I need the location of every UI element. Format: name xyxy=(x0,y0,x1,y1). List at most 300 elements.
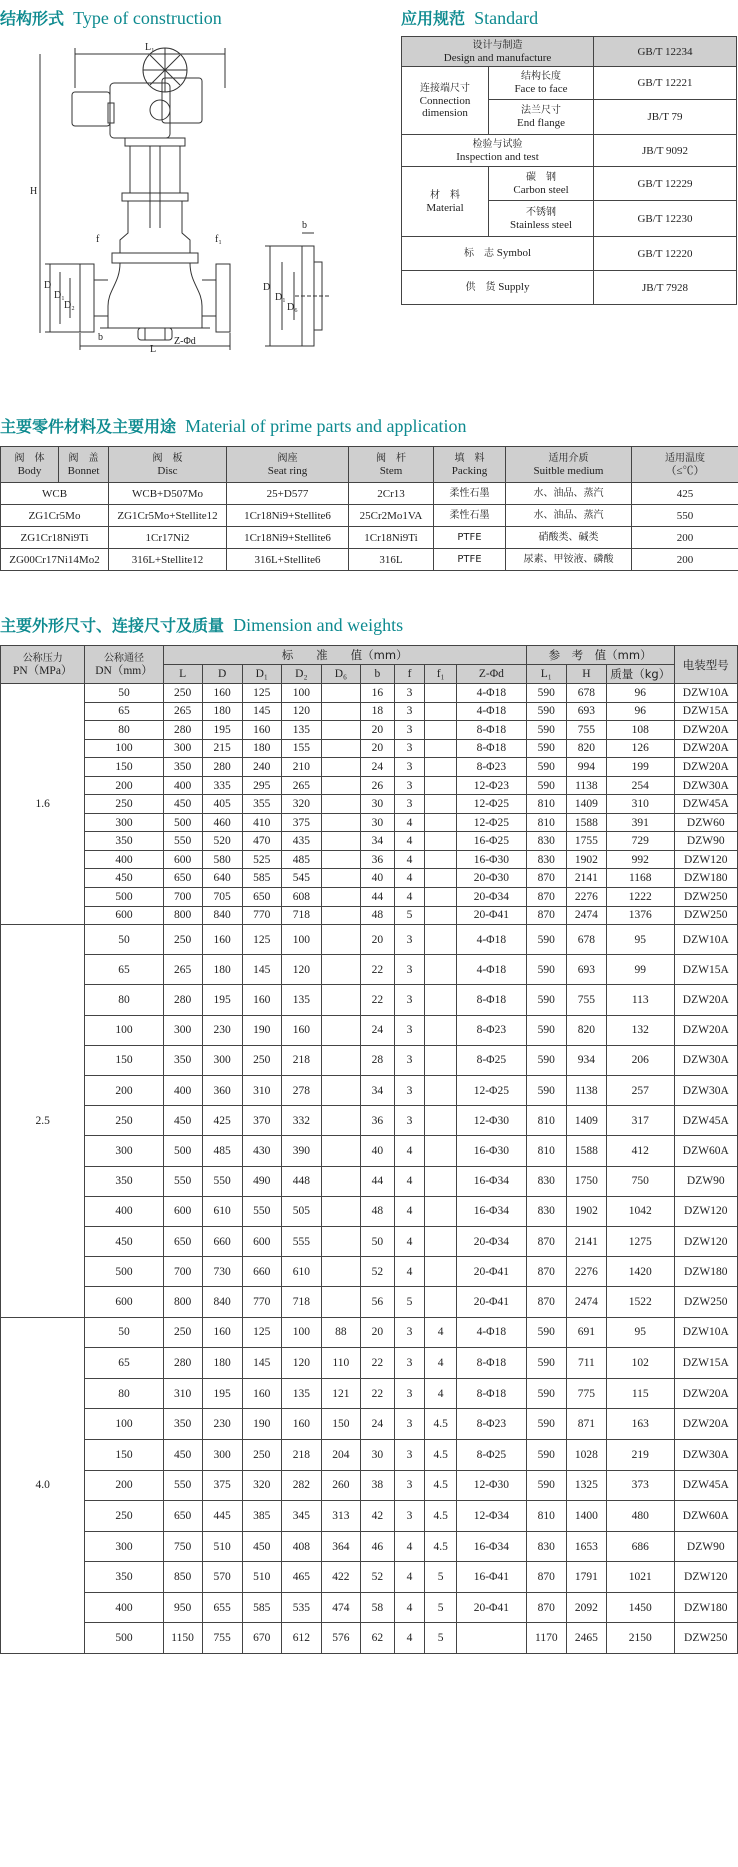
dim-cell: 590 xyxy=(526,1317,566,1348)
dim-cell: 2276 xyxy=(566,888,606,907)
dim-cell: 12-Φ25 xyxy=(456,795,526,814)
dim-cell: DZW250 xyxy=(674,888,737,907)
materials-title: 主要零件材料及主要用途 Material of prime parts and application xyxy=(0,416,467,436)
dim-cell: 870 xyxy=(526,906,566,925)
dim-cell: 135 xyxy=(281,1378,321,1409)
dim-cell: 20-Φ41 xyxy=(456,1592,526,1623)
dim-cell: 250 xyxy=(242,1045,281,1075)
dim-cell: 135 xyxy=(281,985,321,1015)
dim-cell: 992 xyxy=(606,850,674,869)
dim-cell xyxy=(321,1196,360,1226)
dim-cell: 120 xyxy=(281,955,321,985)
dim-cell: 4.5 xyxy=(425,1501,457,1532)
dim-cell: 410 xyxy=(242,813,281,832)
dim-cell xyxy=(321,739,360,758)
dim-cell: 590 xyxy=(526,1439,566,1470)
dim-cell: 332 xyxy=(281,1106,321,1136)
dim-cell: 3 xyxy=(394,1015,425,1045)
dim-cell: 16-Φ34 xyxy=(456,1531,526,1562)
dim-cell: 80 xyxy=(85,1378,163,1409)
dim-cell: 650 xyxy=(163,1226,202,1256)
dim-cell: 145 xyxy=(242,1348,281,1379)
dim-cell: 40 xyxy=(360,1136,394,1166)
dim-cell xyxy=(321,758,360,777)
dim-cell: 445 xyxy=(202,1501,242,1532)
dim-cell: 686 xyxy=(606,1531,674,1562)
dim-cell: 390 xyxy=(281,1136,321,1166)
dim-cell: 200 xyxy=(85,1470,163,1501)
dim-cell xyxy=(425,684,457,703)
dim-row xyxy=(1,1015,738,1045)
dim-cell: 525 xyxy=(242,850,281,869)
dim-cell: 4 xyxy=(394,888,425,907)
dim-cell: DZW90 xyxy=(674,1166,737,1196)
materials-cell-stem: 316L xyxy=(349,549,434,571)
dim-cell: 65 xyxy=(85,1348,163,1379)
dim-cell: 600 xyxy=(85,1287,163,1317)
dim-cell: 3 xyxy=(394,721,425,740)
dim-cell xyxy=(321,1045,360,1075)
dim-cell: 160 xyxy=(202,684,242,703)
valve-diagram xyxy=(0,28,395,358)
dim-cell xyxy=(456,1623,526,1654)
dim-cell: 3 xyxy=(394,795,425,814)
materials-row xyxy=(1,505,738,527)
dim-cell: 3 xyxy=(394,1045,425,1075)
dim-cell: 391 xyxy=(606,813,674,832)
materials-cell-body: WCB xyxy=(1,483,109,505)
dim-cell: 40 xyxy=(360,869,394,888)
dim-cell: 280 xyxy=(163,1348,202,1379)
dim-cell: 3 xyxy=(394,1378,425,1409)
dim-cell: 160 xyxy=(242,721,281,740)
dim-cell: 240 xyxy=(242,758,281,777)
dim-cell: 485 xyxy=(202,1136,242,1166)
dim-cell: 3 xyxy=(394,702,425,721)
dim-cell: 610 xyxy=(281,1257,321,1287)
dim-cell: 100 xyxy=(85,1015,163,1045)
materials-table xyxy=(0,446,738,571)
dim-row xyxy=(1,813,738,832)
dim-row xyxy=(1,906,738,925)
dim-cell xyxy=(425,985,457,1015)
dim-cell: 22 xyxy=(360,985,394,1015)
dim-cell: 120 xyxy=(281,1348,321,1379)
dim-col-header: D₂ xyxy=(281,665,321,684)
dim-cell: 20 xyxy=(360,721,394,740)
dim-cell: 16-Φ30 xyxy=(456,1136,526,1166)
dim-row xyxy=(1,1196,738,1226)
dim-cell: DZW120 xyxy=(674,850,737,869)
std-row-face: 连接端尺寸 Connection dimension 结构长度 Face to face GB/T 12221 xyxy=(402,67,737,100)
dim-cell: 4.5 xyxy=(425,1531,457,1562)
dim-cell xyxy=(321,869,360,888)
dim-cell xyxy=(425,758,457,777)
dim-cell: 160 xyxy=(242,985,281,1015)
dim-cell: 36 xyxy=(360,850,394,869)
dim-cell: 18 xyxy=(360,702,394,721)
dim-row xyxy=(1,1317,738,1348)
dim-cell: DZW180 xyxy=(674,869,737,888)
label-d6-side: D₆ xyxy=(287,302,298,313)
dim-cell: 5 xyxy=(425,1592,457,1623)
materials-header-row: 阀 体 Body 阀 盖 Bonnet 阀 板 Disc 阀座 Seat ring 阀 杆 Stem 填 料 Packing 适用介质 Suitble medium 适用温度 （≤℃） xyxy=(1,447,738,483)
dim-cell: 580 xyxy=(202,850,242,869)
dim-cell: 16-Φ41 xyxy=(456,1562,526,1593)
materials-cell-packing: PTFE xyxy=(434,527,506,549)
dim-cell: 65 xyxy=(85,702,163,721)
dim-cell: DZW20A xyxy=(674,739,737,758)
materials-cell-stem: 1Cr18Ni9Ti xyxy=(349,527,434,549)
dim-col-header: D₆ xyxy=(321,665,360,684)
label-l1: L₁ xyxy=(145,42,155,53)
dim-cell: 870 xyxy=(526,1257,566,1287)
dim-cell: 1522 xyxy=(606,1287,674,1317)
dim-cell: 1902 xyxy=(566,1196,606,1226)
dim-cell: 1400 xyxy=(566,1501,606,1532)
dim-cell xyxy=(321,1226,360,1256)
dim-cell: 125 xyxy=(242,925,281,955)
dim-cell: 310 xyxy=(242,1076,281,1106)
dim-cell: DZW30A xyxy=(674,1439,737,1470)
dim-cell: 65 xyxy=(85,955,163,985)
dim-cell xyxy=(321,1076,360,1106)
materials-cell-disc: 1Cr17Ni2 xyxy=(109,527,227,549)
dim-cell: 30 xyxy=(360,795,394,814)
dim-cell: 195 xyxy=(202,1378,242,1409)
dim-cell: 600 xyxy=(242,1226,281,1256)
dim-cell: 320 xyxy=(242,1470,281,1501)
dim-cell: 1450 xyxy=(606,1592,674,1623)
dim-cell: 121 xyxy=(321,1378,360,1409)
dim-cell: 5 xyxy=(394,906,425,925)
dim-cell xyxy=(425,1196,457,1226)
dim-cell: 4 xyxy=(394,1562,425,1593)
dim-cell: 555 xyxy=(281,1226,321,1256)
dim-cell: 850 xyxy=(163,1562,202,1593)
label-zd: Z-Φd xyxy=(174,336,196,347)
dim-cell: 1755 xyxy=(566,832,606,851)
dim-cell: 58 xyxy=(360,1592,394,1623)
dim-cell: 1588 xyxy=(566,813,606,832)
dim-cell: 870 xyxy=(526,1562,566,1593)
materials-cell-temp: 200 xyxy=(632,527,738,549)
dim-cell: 700 xyxy=(163,888,202,907)
materials-cell-medium: 水、油品、蒸汽 xyxy=(506,505,632,527)
dim-cell: 770 xyxy=(242,906,281,925)
dim-col-header: 质量（kg） xyxy=(606,665,674,684)
dim-cell: 34 xyxy=(360,832,394,851)
dim-cell: 1420 xyxy=(606,1257,674,1287)
materials-cell-packing: PTFE xyxy=(434,549,506,571)
dim-row xyxy=(1,739,738,758)
dim-cell: 4 xyxy=(394,850,425,869)
dim-cell: 405 xyxy=(202,795,242,814)
dim-cell: 3 xyxy=(394,1501,425,1532)
dim-row xyxy=(1,1592,738,1623)
dim-cell: 20 xyxy=(360,739,394,758)
dim-cell: 934 xyxy=(566,1045,606,1075)
dim-cell: 505 xyxy=(281,1196,321,1226)
dim-col-header: L₁ xyxy=(526,665,566,684)
dim-cell: DZW250 xyxy=(674,906,737,925)
dim-cell: DZW20A xyxy=(674,1409,737,1440)
dim-cell: 20 xyxy=(360,1317,394,1348)
dim-header-row-1: 公称压力 PN（MPa） 公称通径 DN（mm） 标 准 值（mm） 参 考 值（mm） 电装型号 xyxy=(1,646,738,665)
dim-cell: 590 xyxy=(526,1076,566,1106)
dim-cell: DZW10A xyxy=(674,684,737,703)
dim-cell: 1409 xyxy=(566,1106,606,1136)
materials-cell-disc: ZG1Cr5Mo+Stellite12 xyxy=(109,505,227,527)
dim-cell: 4 xyxy=(394,1226,425,1256)
dim-cell: 8-Φ25 xyxy=(456,1045,526,1075)
dim-cell: 750 xyxy=(606,1166,674,1196)
dim-cell: 300 xyxy=(85,1136,163,1166)
materials-cell-body: ZG1Cr18Ni9Ti xyxy=(1,527,109,549)
dim-cell: 370 xyxy=(242,1106,281,1136)
dim-cell xyxy=(321,1287,360,1317)
dim-cell: 435 xyxy=(281,832,321,851)
dim-cell: 590 xyxy=(526,985,566,1015)
dim-cell: 163 xyxy=(606,1409,674,1440)
dim-cell: 5 xyxy=(394,1287,425,1317)
dim-cell: 250 xyxy=(85,1501,163,1532)
dim-cell: DZW15A xyxy=(674,955,737,985)
dim-cell: DZW60A xyxy=(674,1501,737,1532)
dim-cell: 20-Φ41 xyxy=(456,1287,526,1317)
dim-cell: 210 xyxy=(281,758,321,777)
dim-cell: 22 xyxy=(360,1378,394,1409)
dim-cell: 350 xyxy=(85,832,163,851)
dim-cell: 590 xyxy=(526,776,566,795)
dim-cell: 870 xyxy=(526,888,566,907)
dim-cell: 660 xyxy=(242,1257,281,1287)
label-h: H xyxy=(30,186,38,197)
dim-cell: 810 xyxy=(526,1136,566,1166)
dim-cell: 590 xyxy=(526,702,566,721)
dim-row xyxy=(1,1409,738,1440)
std-row-symbol: 标 志 Symbol GB/T 12220 xyxy=(402,237,737,271)
dim-cell xyxy=(425,1076,457,1106)
dim-col-header: L xyxy=(163,665,202,684)
dim-cell: 4.5 xyxy=(425,1470,457,1501)
dim-cell: 200 xyxy=(85,1076,163,1106)
dim-cell: 830 xyxy=(526,1166,566,1196)
dim-cell: 200 xyxy=(85,776,163,795)
materials-cell-seat: 1Cr18Ni9+Stellite6 xyxy=(227,505,349,527)
label-d: D xyxy=(44,280,52,291)
std-row-flange: 法兰尺寸 End flange JB/T 79 xyxy=(402,100,737,135)
dim-cell: 280 xyxy=(202,758,242,777)
dim-cell: 871 xyxy=(566,1409,606,1440)
dim-cell: 3 xyxy=(394,684,425,703)
dim-cell: 373 xyxy=(606,1470,674,1501)
dim-cell: 280 xyxy=(163,985,202,1015)
dim-cell: 30 xyxy=(360,813,394,832)
dim-cell: 3 xyxy=(394,1106,425,1136)
dim-cell: 460 xyxy=(202,813,242,832)
dim-cell: 655 xyxy=(202,1592,242,1623)
materials-body xyxy=(1,483,738,571)
dim-cell: 820 xyxy=(566,739,606,758)
dim-col-header: Z-Φd xyxy=(456,665,526,684)
dim-row xyxy=(1,1470,738,1501)
dim-cell: 870 xyxy=(526,1226,566,1256)
dim-cell: 775 xyxy=(566,1378,606,1409)
dim-cell: 180 xyxy=(202,702,242,721)
dim-cell: 590 xyxy=(526,955,566,985)
dim-cell: 400 xyxy=(85,1592,163,1623)
dim-row xyxy=(1,925,738,955)
dim-cell: 840 xyxy=(202,906,242,925)
dim-cell: 150 xyxy=(321,1409,360,1440)
dim-cell: 1138 xyxy=(566,1076,606,1106)
dim-cell: 755 xyxy=(566,721,606,740)
dim-cell: 46 xyxy=(360,1531,394,1562)
dim-cell: 500 xyxy=(163,1136,202,1166)
dim-cell: DZW45A xyxy=(674,1470,737,1501)
dim-cell: 870 xyxy=(526,869,566,888)
dim-cell: 1902 xyxy=(566,850,606,869)
dim-cell: 4 xyxy=(394,869,425,888)
dim-cell: 99 xyxy=(606,955,674,985)
dim-cell: 150 xyxy=(85,758,163,777)
dim-cell: 100 xyxy=(281,925,321,955)
dim-cell: 600 xyxy=(163,850,202,869)
dim-cell: 190 xyxy=(242,1409,281,1440)
dim-cell: 125 xyxy=(242,1317,281,1348)
dim-cell: 160 xyxy=(281,1015,321,1045)
dim-cell: 450 xyxy=(163,795,202,814)
dim-cell: 2150 xyxy=(606,1623,674,1654)
dim-cell: 345 xyxy=(281,1501,321,1532)
dim-cell: 44 xyxy=(360,1166,394,1196)
dim-cell: 4 xyxy=(394,1531,425,1562)
dim-cell: 1376 xyxy=(606,906,674,925)
dim-pn-cell: 4.0 xyxy=(1,1317,85,1654)
dim-cell: 678 xyxy=(566,684,606,703)
dim-cell: 12-Φ30 xyxy=(456,1470,526,1501)
label-d1-side: D₁ xyxy=(275,292,286,303)
dim-cell: 4 xyxy=(394,832,425,851)
dim-cell xyxy=(425,1257,457,1287)
dim-cell: 250 xyxy=(163,1317,202,1348)
materials-cell-stem: 2Cr13 xyxy=(349,483,434,505)
dim-cell: DZW120 xyxy=(674,1226,737,1256)
dim-cell: 95 xyxy=(606,925,674,955)
dim-cell: 113 xyxy=(606,985,674,1015)
dim-cell xyxy=(425,1106,457,1136)
dim-cell: 4 xyxy=(394,1166,425,1196)
dim-cell: 2141 xyxy=(566,869,606,888)
std-row-carbon: 材 料 Material 碳 钢 Carbon steel GB/T 12229 xyxy=(402,167,737,201)
dim-cell xyxy=(321,906,360,925)
dim-cell: 490 xyxy=(242,1166,281,1196)
dim-row xyxy=(1,888,738,907)
dim-cell: 2092 xyxy=(566,1592,606,1623)
dim-cell: 810 xyxy=(526,795,566,814)
dim-row xyxy=(1,1257,738,1287)
dim-cell: 8-Φ23 xyxy=(456,1409,526,1440)
materials-cell-body: ZG1Cr5Mo xyxy=(1,505,109,527)
dim-cell: 550 xyxy=(242,1196,281,1226)
dim-cell: 3 xyxy=(394,1439,425,1470)
dim-cell: 8-Φ18 xyxy=(456,1378,526,1409)
dim-row xyxy=(1,1531,738,1562)
dim-cell: 50 xyxy=(360,1226,394,1256)
dim-cell: 750 xyxy=(163,1531,202,1562)
dim-cell: 100 xyxy=(281,1317,321,1348)
dim-cell: 4 xyxy=(394,1592,425,1623)
dim-cell xyxy=(321,702,360,721)
dim-cell: 150 xyxy=(85,1439,163,1470)
dim-cell: 480 xyxy=(606,1501,674,1532)
dim-cell: 88 xyxy=(321,1317,360,1348)
dim-cell: 364 xyxy=(321,1531,360,1562)
dim-cell: 260 xyxy=(321,1470,360,1501)
dim-cell: 8-Φ23 xyxy=(456,758,526,777)
dim-cell: 1222 xyxy=(606,888,674,907)
materials-cell-seat: 316L+Stellite6 xyxy=(227,549,349,571)
dim-cell: 230 xyxy=(202,1409,242,1440)
dim-cell: 4-Φ18 xyxy=(456,1317,526,1348)
dim-cell: DZW120 xyxy=(674,1562,737,1593)
dim-cell: 1042 xyxy=(606,1196,674,1226)
dim-cell xyxy=(425,1166,457,1196)
dim-col-header: b xyxy=(360,665,394,684)
dim-cell: 16 xyxy=(360,684,394,703)
dim-cell: 20 xyxy=(360,925,394,955)
dim-cell: 3 xyxy=(394,1409,425,1440)
dim-cell: 994 xyxy=(566,758,606,777)
dim-cell: 218 xyxy=(281,1439,321,1470)
dim-cell: 100 xyxy=(85,1409,163,1440)
dim-cell xyxy=(321,985,360,1015)
dim-cell: 199 xyxy=(606,758,674,777)
dim-cell: 590 xyxy=(526,1470,566,1501)
dim-cell: 22 xyxy=(360,955,394,985)
dim-cell: 770 xyxy=(242,1287,281,1317)
dim-cell: 570 xyxy=(202,1562,242,1593)
dim-cell: 160 xyxy=(281,1409,321,1440)
dim-cell: 110 xyxy=(321,1348,360,1379)
dim-cell: 20-Φ41 xyxy=(456,1257,526,1287)
dim-cell: 300 xyxy=(163,739,202,758)
dim-cell: 125 xyxy=(242,684,281,703)
dim-cell: 1138 xyxy=(566,776,606,795)
dim-cell: 590 xyxy=(526,1409,566,1440)
dim-cell: 1791 xyxy=(566,1562,606,1593)
dim-cell: 20-Φ34 xyxy=(456,1226,526,1256)
dim-cell: 16-Φ34 xyxy=(456,1196,526,1226)
dim-cell: 150 xyxy=(85,1045,163,1075)
dim-cell: 590 xyxy=(526,1015,566,1045)
dim-cell: 691 xyxy=(566,1317,606,1348)
dim-cell: 610 xyxy=(202,1196,242,1226)
dim-cell: 180 xyxy=(202,1348,242,1379)
dim-cell: 62 xyxy=(360,1623,394,1654)
dim-cell: 257 xyxy=(606,1076,674,1106)
dim-row xyxy=(1,1287,738,1317)
dim-cell: 550 xyxy=(163,1470,202,1501)
dim-cell: 12-Φ34 xyxy=(456,1501,526,1532)
dim-row xyxy=(1,985,738,1015)
dim-cell: 254 xyxy=(606,776,674,795)
dim-row xyxy=(1,1166,738,1196)
dim-cell: 145 xyxy=(242,702,281,721)
dim-row xyxy=(1,1348,738,1379)
dim-cell xyxy=(425,1287,457,1317)
